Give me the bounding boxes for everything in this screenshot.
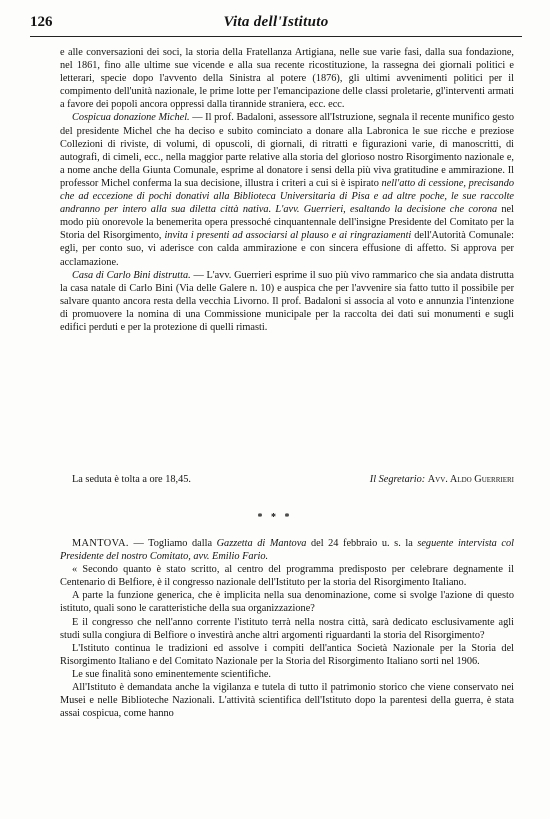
- page-header: [30, 12, 522, 37]
- section-separator: * * *: [257, 512, 293, 523]
- mantova-block: [60, 537, 514, 720]
- bini-text: — L'avv. Guerrieri esprime il suo più vivo rammarico che sia andata distrutta la casa natale di Carlo Bini (Via delle Galere n. 10) e auspica che per l'avvenire sia fatto tutto il possibile per salvare quanto ancora resta della vecchia Livorno. Il prof. Badaloni si associa al voto e annunzia l'intenzione di promuovere la nomina di una Commissione municipale per la raccolta dei dati sui monumenti e sugli edifici perduti e per la protezione di quelli rimasti.: [60, 269, 514, 333]
- interview-answer-1: L'Istituto continua le tradizioni ed assolve i compiti dell'antica Società Nazionale per la Storia del Risorgimento Italiano e del Comitato Nazionale per la Storia del Risorgimento Italiano sorti nel 1906.: [60, 642, 514, 667]
- closing-line: [60, 473, 514, 487]
- michel-text-italic-b: invita i presenti ad associarsi al plauso e ai ringraziamenti: [164, 230, 412, 242]
- newspaper-name: Gazzetta di Mantova: [216, 538, 307, 549]
- michel-donation-paragraph: [60, 111, 514, 268]
- interview-question-2: A parte la funzione generica, che è implicita nella sua denominazione, come si svolge l'azione di questo istituto, quali sono le caratteristiche della sua organizzazione?: [60, 590, 514, 615]
- michel-text-c: dell'Autorità Comunale: egli, per conto suo, vi aderisce con calda ammirazione e con sincera effusione di affetto. Si approva per acclamazione.: [60, 230, 514, 268]
- session-end: La seduta è tolta a ore 18,45.: [72, 474, 191, 485]
- page-number: 126: [30, 14, 53, 30]
- secretary-name: Avv. Aldo Guerrieri: [427, 474, 514, 485]
- interview-question-1: « Secondo quanto è stato scritto, al centro del programma predisposto per celebrare degnamente il Centenario di Belfiore, è il congresso nazionale dell'Istituto per la storia del Risorgimento Italiano.: [60, 564, 514, 589]
- mantova-intro: [60, 537, 514, 563]
- running-title: Vita dell'Istituto: [223, 14, 329, 30]
- secretary-signature: [370, 473, 514, 486]
- continued-paragraph: e alle conversazioni dei soci, la storia della Fratellanza Artigiana, nelle sue varie fasi, dalla sua fondazione, nel 1861, fino alle ultime sue vicende e alla sua recente ricostituzione, la rassegna dei giornali politici e letterari, specie dopo l'avvento della Sinistra al potere (1876), gli ultimi avvenimenti politici per il compimento dell'unità nazionale, le prime lotte per l'emancipazione delle classi proletarie, gl'interventi armati a favore dei popoli ancora oppressi dalla tirannide straniera, ecc. ecc.: [60, 47, 514, 111]
- mantova-intro-a: — Togliamo dalla: [128, 538, 217, 549]
- mantova-intro-italic: seguente intervista col Presidente del nostro Comitato, avv. Emilio Fario.: [60, 538, 514, 563]
- michel-text-b: nel modo più onorevole la benemerita opera pressoché cinquantennale dell'insigne Presidente del Comitato per la Storia del Risorgimento,: [60, 204, 514, 242]
- interview-answer-3: All'Istituto è demandata anche la vigilanza e tutela di tutto il patrimonio storico che viene conservato nei Musei e nelle Biblioteche Nazionali. L'attività scientifica dell'Istituto dopo la parentesi della guerra, è stata assai cospicua, come hanno: [60, 682, 514, 720]
- section-title-michel: Cospicua donazione Michel.: [72, 112, 190, 124]
- michel-text-italic: nell'atto di cessione, precisando che ad eccezione di pochi donativi alla Biblioteca Universitaria di Pisa e ad altre poche, le sue raccolte andranno per intero alla sua diletta città nativa. L'avv. Guerrieri, esaltando la decisione che corona: [60, 177, 514, 216]
- bini-house-paragraph: [60, 269, 514, 334]
- interview-question-3: E il congresso che nell'anno corrente l'istituto terrà nella nostra città, sarà dedicato esclusivamente agli studi sulla congiura di Belfiore o investirà anche altri argomenti riguardanti la storia del Risorgimento?: [60, 616, 514, 641]
- city-name: MANTOVA.: [72, 538, 129, 549]
- secretary-label: Il Segretario:: [369, 474, 426, 485]
- michel-text-a: — Il prof. Badaloni, assessore all'Istruzione, segnala il recente munifico gesto del presidente Michel che ha deciso e subito cominciato a donare alla Labronica le sue ricche e preziose Collezioni di riviste, di volumi, di opuscoli, di giornali, di ritratti e figurazioni varie, di manoscritti, di autografi, di cimeli, ecc., nella maggior parte relative alla storia del glorioso nostro Risorgimento nazionale e, a nome anche della Giunta Comunale, esprime al donatore i sensi della più viva gratitudine e ammirazione. Il professor Michel conferma la sua decisione, illustra i criteri a cui si è ispirato: [60, 112, 514, 189]
- mantova-intro-b: del 24 febbraio u. s. la: [306, 538, 418, 549]
- section-title-bini: Casa di Carlo Bini distrutta.: [72, 269, 191, 281]
- top-text-block: [60, 46, 514, 334]
- interview-answer-2: Le sue finalità sono eminentemente scientifiche.: [72, 668, 271, 680]
